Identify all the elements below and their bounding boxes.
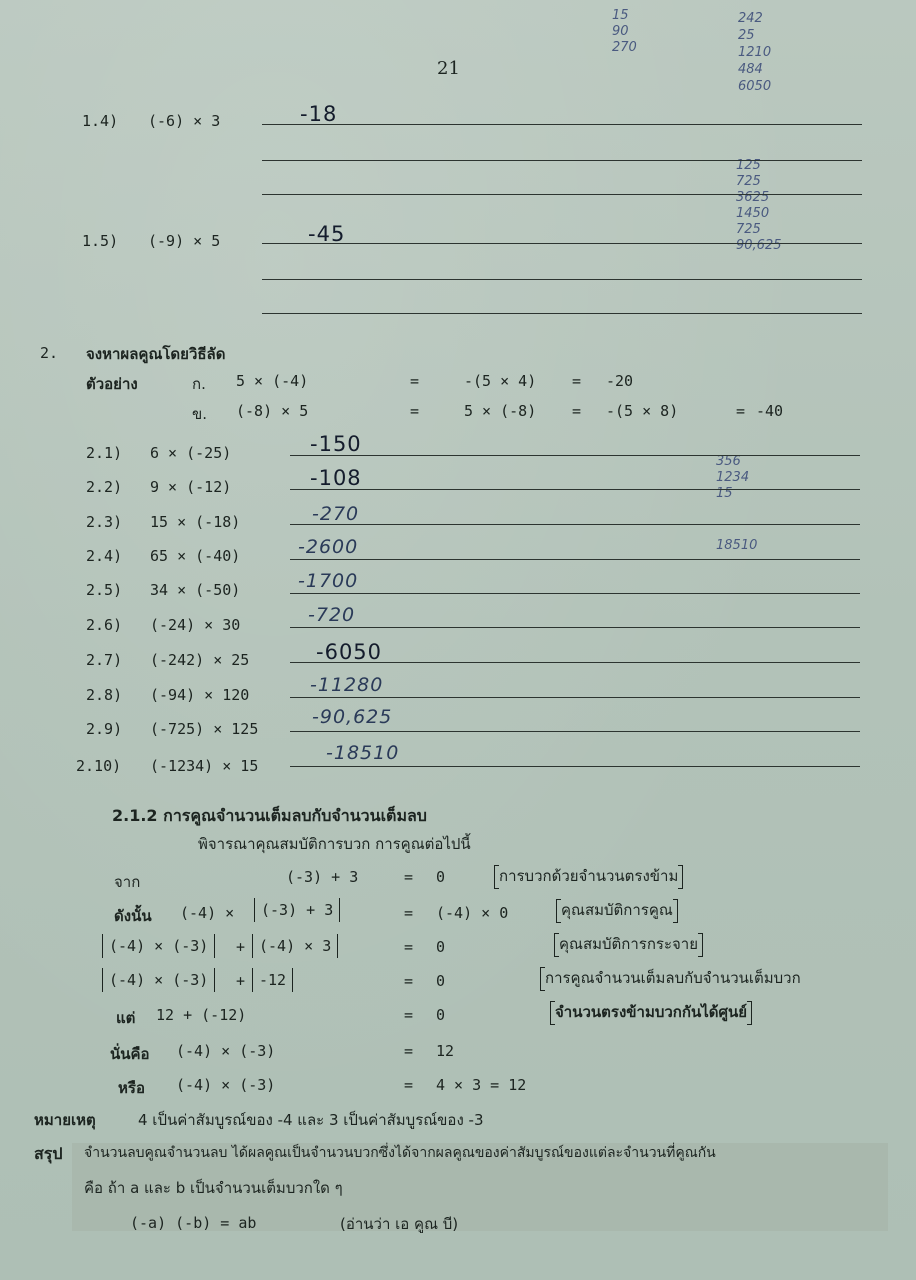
derivation-lead: ดังนั้น	[114, 907, 152, 925]
note-label: หมายเหตุ	[34, 1111, 96, 1129]
derivation-expr: (-4) × (-3)	[176, 1042, 276, 1060]
item-2-9-answer: -90,625	[312, 706, 393, 728]
summary-line-2: คือ ถ้า a และ b เป็นจำนวนเต็มบวกใด ๆ	[84, 1179, 343, 1197]
item-2-2-expr: 9 × (-12)	[150, 478, 232, 496]
answer-line	[290, 697, 860, 698]
answer-line	[290, 766, 860, 767]
derivation-expr-a: (-4) × (-3)	[102, 968, 215, 992]
derivation-plus: +	[236, 972, 246, 990]
scratch-work-top: 15 90 270	[612, 8, 637, 55]
item-2-3-expr: 15 × (-18)	[150, 513, 241, 531]
answer-line	[290, 489, 860, 490]
item-2-10-expr: (-1234) × 15	[150, 757, 259, 775]
derivation-expr-b: (-3) + 3	[254, 898, 340, 922]
item-2-2-label: 2.2)	[86, 478, 123, 496]
derivation-expr-a: (-4) ×	[180, 904, 235, 922]
example-a-label: ก.	[192, 375, 206, 393]
example-b-eq3: =	[736, 402, 746, 420]
derivation-rhs: 12	[436, 1042, 455, 1060]
example-label: ตัวอย่าง	[86, 375, 138, 393]
derivation-rhs: 0	[436, 972, 446, 990]
derivation-reason: คุณสมบัติการกระจาย	[554, 932, 703, 957]
derivation-eq: =	[404, 972, 414, 990]
derivation-reason: การบวกด้วยจำนวนตรงข้าม	[494, 864, 683, 889]
item-2-3-label: 2.3)	[86, 513, 123, 531]
subsection-title: 2.1.2 การคูณจำนวนเต็มลบกับจำนวนเต็มลบ	[112, 806, 427, 825]
derivation-reason: คุณสมบัติการคูณ	[556, 898, 678, 923]
item-2-5-label: 2.5)	[86, 581, 123, 599]
scratch-work-top-right: 242 25 1210 484 6050	[738, 11, 772, 94]
answer-line	[290, 524, 860, 525]
item-2-8-answer: -11280	[310, 674, 384, 696]
answer-line	[262, 243, 862, 244]
answer-line	[290, 593, 860, 594]
subsection-intro: พิจารณาคุณสมบัติการบวก การคูณต่อไปนี้	[198, 835, 471, 853]
derivation-eq: =	[404, 1006, 414, 1024]
derivation-reason: จำนวนตรงข้ามบวกกันได้ศูนย์	[550, 1000, 752, 1025]
item-2-1-answer: -150	[310, 432, 362, 456]
answer-line	[290, 559, 860, 560]
example-b-expr: (-8) × 5	[236, 402, 309, 420]
derivation-eq: =	[404, 938, 414, 956]
item-2-8-label: 2.8)	[86, 686, 123, 704]
derivation-rhs: (-4) × 0	[436, 904, 509, 922]
derivation-eq: =	[404, 868, 414, 886]
item-1-5-answer: -45	[308, 222, 346, 246]
item-1-4-expr: (-6) × 3	[148, 112, 221, 130]
answer-line	[262, 160, 862, 161]
answer-line	[290, 662, 860, 663]
item-2-9-expr: (-725) × 125	[150, 720, 259, 738]
example-b-label: ข.	[192, 405, 208, 423]
derivation-expr-b: (-4) × 3	[252, 934, 338, 958]
item-1-4-label: 1.4)	[82, 112, 119, 130]
example-b-rhs: 5 × (-8)	[464, 402, 537, 420]
page-number: 21	[437, 58, 460, 79]
summary-line-1: จำนวนลบคูณจำนวนลบ ได้ผลคูณเป็นจำนวนบวกซึ่งได้จากผลคูณของค่าสัมบูรณ์ของแต่ละจำนวนที่คูณกัน	[84, 1145, 716, 1161]
note-text: 4 เป็นค่าสัมบูรณ์ของ -4 และ 3 เป็นค่าสัมบูรณ์ของ -3	[138, 1111, 484, 1129]
section-2-number: 2.	[40, 344, 59, 362]
derivation-rhs: 0	[436, 868, 446, 886]
derivation-plus: +	[236, 938, 246, 956]
answer-line	[262, 194, 862, 195]
derivation-eq: =	[404, 1042, 414, 1060]
item-2-6-label: 2.6)	[86, 616, 123, 634]
item-2-1-expr: 6 × (-25)	[150, 444, 232, 462]
derivation-lead: แต่	[116, 1009, 136, 1027]
derivation-lead: จาก	[114, 873, 141, 891]
answer-line	[262, 124, 862, 125]
summary-formula: (-a) (-b) = ab	[130, 1214, 257, 1232]
scratch-work-mid-right: 125 725 3625 1450 725 90,625	[736, 158, 782, 253]
derivation-rhs: 0	[436, 1006, 446, 1024]
example-b-eq: =	[410, 402, 420, 420]
example-b-eq2: =	[572, 402, 582, 420]
item-1-4-answer: -18	[300, 102, 338, 126]
item-2-7-expr: (-242) × 25	[150, 651, 250, 669]
item-2-2-answer: -108	[310, 466, 362, 490]
item-2-8-expr: (-94) × 120	[150, 686, 250, 704]
summary-label: สรุป	[34, 1144, 63, 1163]
section-2-heading: จงหาผลคูณโดยวิธีลัด	[86, 345, 226, 363]
derivation-lead: นั่นคือ	[110, 1045, 150, 1063]
derivation-eq: =	[404, 904, 414, 922]
item-2-7-label: 2.7)	[86, 651, 123, 669]
answer-line	[262, 279, 862, 280]
item-2-6-answer: -720	[308, 604, 356, 626]
example-a-rhs: -(5 × 4)	[464, 372, 537, 390]
item-2-9-label: 2.9)	[86, 720, 123, 738]
item-2-7-answer: -6050	[316, 640, 383, 664]
item-2-6-expr: (-24) × 30	[150, 616, 241, 634]
example-b-rhs2: -(5 × 8)	[606, 402, 679, 420]
derivation-lead: หรือ	[118, 1079, 145, 1097]
item-1-5-label: 1.5)	[82, 232, 119, 250]
derivation-reason: การคูณจำนวนเต็มลบกับจำนวนเต็มบวก	[540, 966, 801, 991]
derivation-rhs: 0	[436, 938, 446, 956]
example-a-result: -20	[606, 372, 634, 390]
example-a-expr: 5 × (-4)	[236, 372, 309, 390]
item-2-10-label: 2.10)	[76, 757, 122, 775]
item-1-5-expr: (-9) × 5	[148, 232, 221, 250]
example-a-eq2: =	[572, 372, 582, 390]
item-2-3-answer: -270	[312, 503, 360, 525]
item-2-5-expr: 34 × (-50)	[150, 581, 241, 599]
item-2-4-expr: 65 × (-40)	[150, 547, 241, 565]
scratch-work-mult: 356 1234 15	[716, 454, 750, 501]
derivation-expr: 12 + (-12)	[156, 1006, 247, 1024]
answer-line	[290, 455, 860, 456]
item-2-10-answer: -18510	[326, 742, 400, 764]
derivation-expr: (-3) + 3	[286, 868, 359, 886]
answer-line	[290, 731, 860, 732]
example-a-eq: =	[410, 372, 420, 390]
item-2-4-label: 2.4)	[86, 547, 123, 565]
derivation-expr: (-4) × (-3)	[176, 1076, 276, 1094]
answer-line	[262, 313, 862, 314]
scratch-work-result: 18510	[716, 538, 758, 553]
derivation-expr-a: (-4) × (-3)	[102, 934, 215, 958]
summary-reading: (อ่านว่า เอ คูณ บี)	[340, 1215, 459, 1233]
item-2-4-answer: -2600	[298, 536, 359, 558]
derivation-rhs: 4 × 3 = 12	[436, 1076, 527, 1094]
derivation-eq: =	[404, 1076, 414, 1094]
answer-line	[290, 627, 860, 628]
derivation-expr-b: -12	[252, 968, 293, 992]
item-2-5-answer: -1700	[298, 570, 359, 592]
example-b-result: -40	[756, 402, 784, 420]
item-2-1-label: 2.1)	[86, 444, 123, 462]
